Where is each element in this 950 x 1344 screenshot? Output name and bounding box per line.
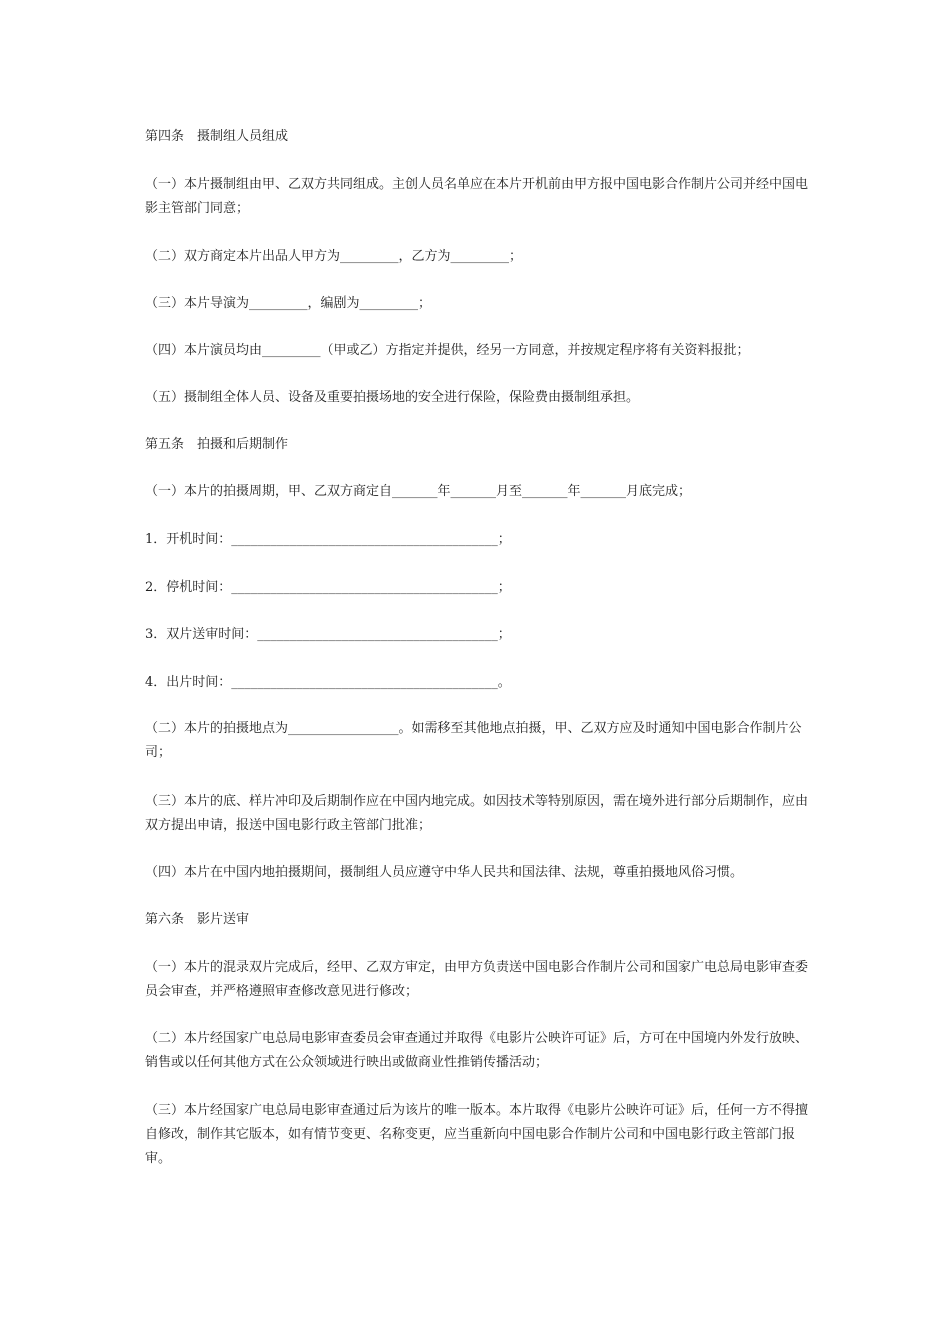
article-5-clause-4: （四）本片在中国内地拍摄期间，摄制组人员应遵守中华人民共和国法律、法规，尊重拍摄地风俗习惯。 xyxy=(145,865,744,880)
article-4-clause-4: （四）本片演员均由_________（甲或乙）方指定并提供，经另一方同意，并按规定程序将有关资料报批； xyxy=(145,343,750,358)
article-4-clause-1: （一）本片摄制组由甲、乙双方共同组成。主创人员名单应在本片开机前由甲方报中国电影合作制片公司并经中国电影主管部门同意； xyxy=(145,177,809,216)
article-5-item-2: 2．停机时间：_________________________________________； xyxy=(145,580,511,595)
article-5-clause-1: （一）本片的拍摄周期，甲、乙双方商定自_______年_______月至_______年_______月底完成； xyxy=(145,484,692,499)
article-5-clause-2: （二）本片的拍摄地点为_________________。如需移至其他地点拍摄，甲、乙双方应及时通知中国电影合作制片公司； xyxy=(145,721,802,760)
article-5-item-3: 3．双片送审时间：_____________________________________； xyxy=(145,627,511,642)
article-6-heading: 第六条 影片送审 xyxy=(145,912,250,927)
article-5-clause-3: （三）本片的底、样片冲印及后期制作应在中国内地完成。如因技术等特别原因，需在境外进行部分后期制作，应由双方提出申请，报送中国电影行政主管部门批准； xyxy=(145,794,809,833)
article-4-heading: 第四条 摄制组人员组成 xyxy=(145,129,289,144)
article-4-clause-5: （五）摄制组全体人员、设备及重要拍摄场地的安全进行保险，保险费由摄制组承担。 xyxy=(145,390,640,405)
article-6-clause-1: （一）本片的混录双片完成后，经甲、乙双方审定，由甲方负责送中国电影合作制片公司和国家广电总局电影审查委员会审查，并严格遵照审查修改意见进行修改； xyxy=(145,960,809,999)
article-6-clause-3: （三）本片经国家广电总局电影审查通过后为该片的唯一版本。本片取得《电影片公映许可证》后，任何一方不得擅自修改，制作其它版本，如有情节变更、名称变更，应当重新向中国电影合作制片公司和中国电影行政主管部门报审。 xyxy=(145,1103,809,1166)
article-6-clause-2: （二）本片经国家广电总局电影审查委员会审查通过并取得《电影片公映许可证》后，方可在中国境内外发行放映、销售或以任何其他方式在公众领域进行映出或做商业性推销传播活动； xyxy=(145,1031,809,1070)
article-5-heading: 第五条 拍摄和后期制作 xyxy=(145,437,289,452)
article-5-item-4: 4．出片时间：_________________________________________。 xyxy=(145,675,511,690)
article-4-clause-3: （三）本片导演为_________，编剧为_________； xyxy=(145,296,432,311)
article-5-item-1: 1．开机时间：_________________________________________； xyxy=(145,532,511,547)
article-4-clause-2: （二）双方商定本片出品人甲方为_________，乙方为_________； xyxy=(145,249,523,264)
